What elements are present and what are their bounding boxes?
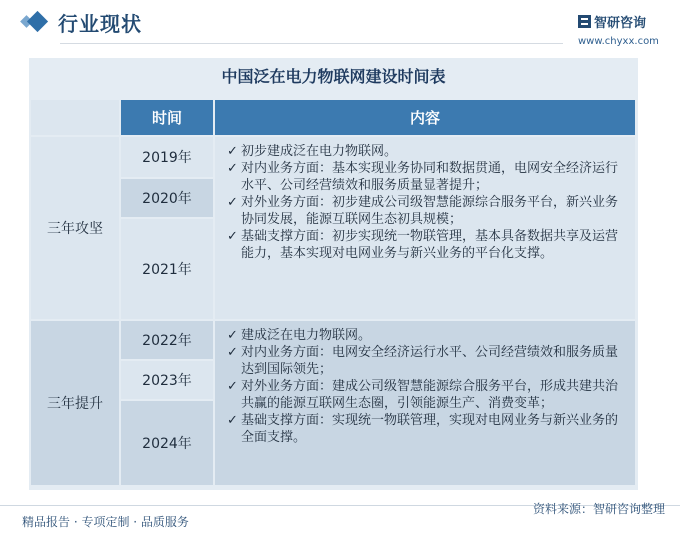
- content-list: [227, 143, 627, 262]
- col-header-content: 内容: [215, 100, 635, 135]
- check-icon: ✓: [227, 144, 238, 159]
- phase-cell: 三年提升: [31, 321, 119, 485]
- brand-url: www.chyxx.com: [578, 36, 659, 47]
- col-header-time: 时间: [121, 100, 213, 135]
- phase-cell: 三年攻坚: [31, 137, 119, 319]
- list-item: ✓ 基础支撑方面：实现统一物联管理，实现对电网业务与新兴业务的全面支撑。: [227, 413, 619, 445]
- list-item: ✓ 建成泛在电力物联网。: [227, 328, 372, 343]
- check-icon: ✓: [227, 328, 238, 343]
- list-item: ✓ 初步建成泛在电力物联网。: [227, 144, 398, 159]
- check-icon: ✓: [227, 195, 238, 210]
- page-title: 行业现状: [58, 12, 142, 36]
- list-item: ✓ 对外业务方面：建成公司级智慧能源综合服务平台，形成共建共治共赢的能源互联网生态圈，引领能源生产、消费变革；: [227, 379, 619, 411]
- year-cell: 2024年: [121, 401, 213, 485]
- year-cell: 2023年: [121, 361, 213, 399]
- list-item: ✓ 对外业务方面：初步建成公司级智慧能源综合服务平台，新兴业务协同发展，能源互联网生态初具规模；: [227, 195, 619, 227]
- timeline-table: [31, 100, 635, 485]
- list-item: ✓ 基础支撑方面：初步实现统一物联管理，基本具备数据共享及运营能力，基本实现对电网业务与新兴业务的平台化支撑。: [227, 229, 619, 261]
- content-cell: [215, 321, 635, 485]
- corner-cell: [31, 100, 119, 135]
- brand-name: 智研咨询: [594, 16, 647, 31]
- header-divider: [60, 43, 563, 44]
- year-cell: 2019年: [121, 137, 213, 177]
- list-item: ✓ 对内业务方面：基本实现业务协同和数据贯通，电网安全经济运行水平、公司经营绩效和服务质量显著提升；: [227, 161, 619, 193]
- check-icon: ✓: [227, 379, 238, 394]
- check-icon: ✓: [227, 413, 238, 428]
- year-cell: 2021年: [121, 219, 213, 319]
- brand-logo: [578, 12, 678, 52]
- check-icon: ✓: [227, 345, 238, 360]
- source-note: 资料来源：智研咨询整理: [532, 502, 665, 516]
- content-cell: [215, 137, 635, 319]
- year-cell: 2022年: [121, 321, 213, 359]
- list-item: ✓ 对内业务方面：电网安全经济运行水平、公司经营绩效和服务质量达到国际领先；: [227, 345, 619, 377]
- header-bar: [0, 0, 680, 52]
- table-title: 中国泛在电力物联网建设时间表: [221, 67, 446, 86]
- check-icon: ✓: [227, 229, 238, 244]
- brand-logo-icon: [578, 15, 591, 28]
- diamond-icon: [27, 11, 48, 32]
- check-icon: ✓: [227, 161, 238, 176]
- footer-tagline: 精品报告 · 专项定制 · 品质服务: [22, 515, 189, 529]
- content-list: [227, 327, 627, 446]
- year-cell: 2020年: [121, 179, 213, 217]
